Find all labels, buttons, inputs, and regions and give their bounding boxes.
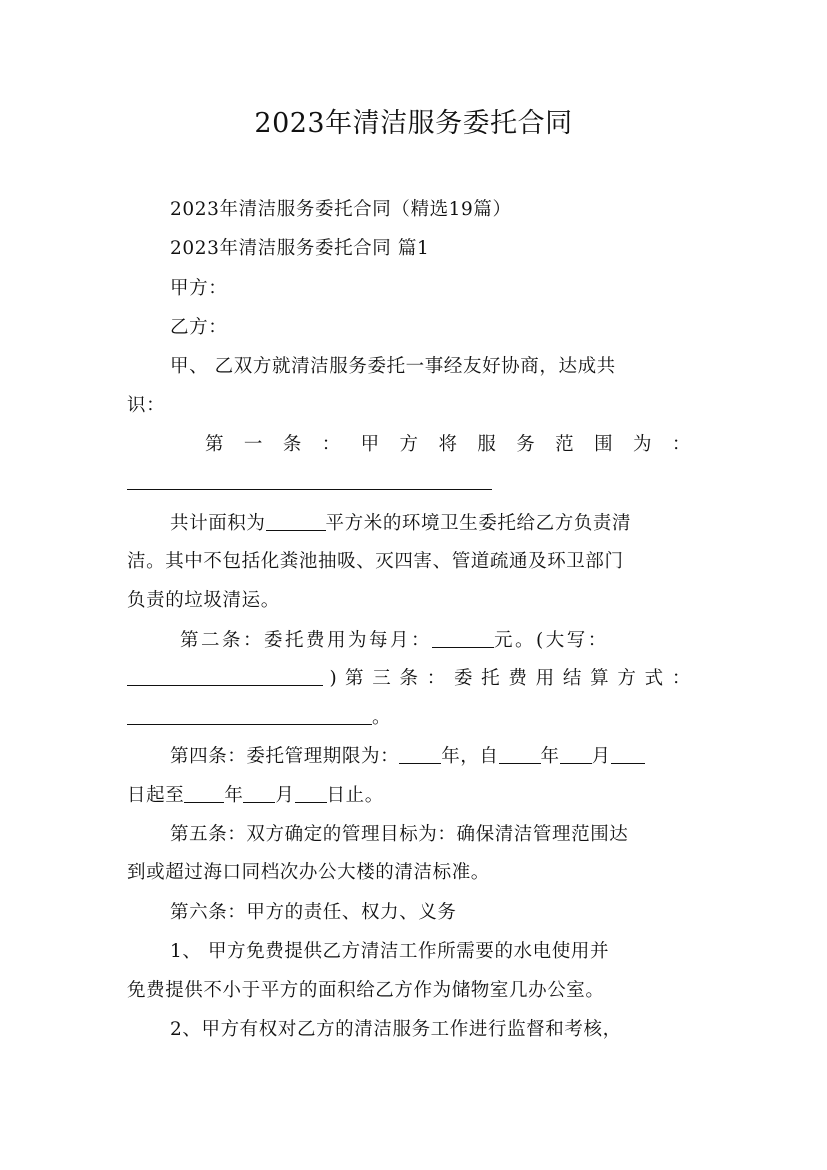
article-3-heading xyxy=(345,667,691,691)
article-1-blank-line xyxy=(127,471,704,495)
article-1-char: 方 xyxy=(399,434,419,455)
section-heading: 2023年清洁服务委托合同 篇1 xyxy=(170,238,430,259)
article-6-heading: 第六条：甲方的责任、权力、义务 xyxy=(170,902,457,923)
article-1-line-2 xyxy=(170,512,704,536)
article-1-char: 一 xyxy=(243,434,264,455)
intro-line-1: 甲、 乙双方就清洁服务委托一事经友好协商，达成共 xyxy=(170,356,616,377)
fee-label: 第二条：委托费用为每月： xyxy=(180,630,433,651)
document-title: 2023年清洁服务委托合同 xyxy=(254,108,573,139)
article-3-char: ： xyxy=(671,668,691,689)
fee-text: 元。(大写： xyxy=(494,630,609,651)
article-3-char: 方 xyxy=(617,668,637,689)
end-label: 日止。 xyxy=(326,785,384,806)
article-3-line-2 xyxy=(127,706,704,730)
article-1-line-3: 洁。其中不包括化粪池抽吸、灭四害、管道疏通及环卫部门 xyxy=(127,551,624,572)
article-3-char: 第 xyxy=(345,668,365,689)
article-1-char: 甲 xyxy=(360,434,380,455)
area-text: 平方米的环境卫生委托给乙方负责清 xyxy=(325,513,632,534)
article-1-char: 为 xyxy=(632,434,653,455)
party-b-label: 乙方： xyxy=(170,317,228,338)
period: 。 xyxy=(372,707,392,728)
article-3-char: 托 xyxy=(481,668,501,689)
article-1-line-4: 负责的垃圾清运。 xyxy=(127,590,280,611)
article-3-char: 委 xyxy=(453,668,474,689)
article-1-char: 第 xyxy=(205,434,225,455)
intro-line-2: 识： xyxy=(127,395,166,416)
article-2-line-1 xyxy=(180,629,691,653)
article-5-line-1: 第五条：双方确定的管理目标为：确保清洁管理范围达 xyxy=(170,824,629,845)
term-label: 第四条：委托管理期限为： xyxy=(170,746,400,767)
article-1-heading xyxy=(205,433,691,457)
close-paren: ) xyxy=(329,668,338,689)
article-3-char: ： xyxy=(426,668,446,689)
item-2-line-1: 2、甲方有权对乙方的清洁服务工作进行监督和考核， xyxy=(170,1019,622,1040)
article-3-char: 结 xyxy=(562,668,582,689)
item-1-line-1: 1、 甲方免费提供乙方清洁工作所需要的水电使用并 xyxy=(170,941,610,962)
article-3-char: 式 xyxy=(644,668,664,689)
subtitle: 2023年清洁服务委托合同（精选19篇） xyxy=(170,199,512,220)
year-label-2: 年 xyxy=(540,746,560,767)
fill-blank xyxy=(266,512,326,531)
fill-blank xyxy=(295,784,327,803)
year-label: 年，自 xyxy=(441,746,499,767)
article-1-char: 条 xyxy=(282,434,302,455)
fill-blank xyxy=(499,745,541,764)
article-1-char: ： xyxy=(321,434,341,455)
fill-blank xyxy=(184,784,224,803)
fill-blank xyxy=(560,745,592,764)
until-label: 日起至 xyxy=(127,785,185,806)
article-1-char: 务 xyxy=(516,434,536,455)
article-5-line-2: 到或超过海口同档次办公大楼的清洁标准。 xyxy=(127,862,490,883)
area-label: 共计面积为 xyxy=(170,513,266,534)
article-1-char: 围 xyxy=(594,434,614,455)
month-label-2: 月 xyxy=(275,785,295,806)
article-1-char: 将 xyxy=(438,434,458,455)
article-3-char: 条 xyxy=(399,668,419,689)
fill-blank xyxy=(127,667,323,686)
fill-blank xyxy=(432,629,494,648)
month-label: 月 xyxy=(591,746,611,767)
fill-blank xyxy=(127,471,492,490)
fill-blank xyxy=(399,745,441,764)
fill-blank xyxy=(127,706,372,725)
article-3-char: 用 xyxy=(535,668,555,689)
article-3-char: 三 xyxy=(372,668,392,689)
party-a-label: 甲方： xyxy=(170,278,228,299)
article-3-char: 算 xyxy=(590,668,610,689)
article-1-char: ： xyxy=(671,434,691,455)
item-1-line-2: 免费提供不小于平方的面积给乙方作为储物室几办公室。 xyxy=(127,980,605,1001)
fill-blank xyxy=(611,745,645,764)
year-label-3: 年 xyxy=(224,785,244,806)
article-1-char: 范 xyxy=(555,434,575,455)
article-1-char: 服 xyxy=(477,434,497,455)
fill-blank xyxy=(243,784,275,803)
article-3-char: 费 xyxy=(508,668,528,689)
article-4-line-2 xyxy=(127,784,704,808)
article-4-line-1 xyxy=(170,745,704,769)
